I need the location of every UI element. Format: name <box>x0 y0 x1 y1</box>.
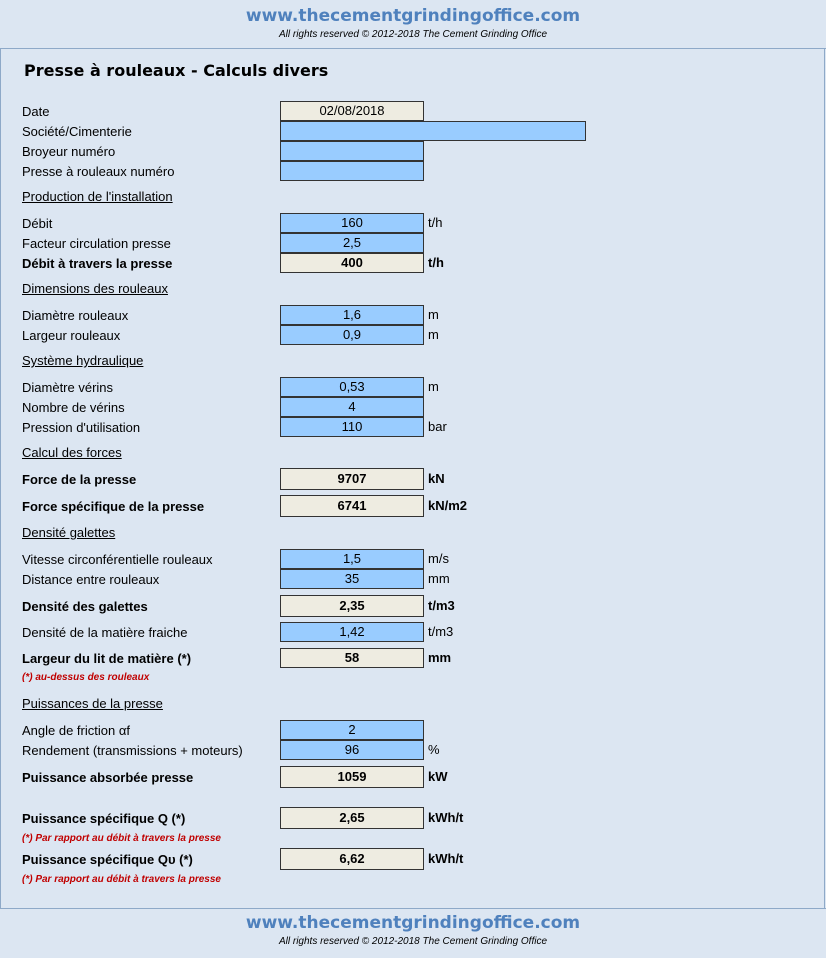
absorbed-power-cell[interactable]: 1059 <box>280 766 424 788</box>
site-link[interactable]: www.thecementgrindingoffice.com <box>245 6 581 26</box>
pressure-unit: bar <box>428 419 447 434</box>
cyl-num-label: Nombre de vérins <box>22 400 125 415</box>
through-unit: t/h <box>428 255 444 270</box>
through-cell[interactable]: 400 <box>280 253 424 273</box>
circ-label: Facteur circulation presse <box>22 236 171 251</box>
flow-input[interactable]: 160 <box>280 213 424 233</box>
spec-force-unit: kN/m2 <box>428 498 468 513</box>
right-border <box>824 48 825 908</box>
cyl-num-input[interactable]: 4 <box>280 397 424 417</box>
section-hydraulic: Système hydraulique <box>22 353 144 368</box>
copyright: All rights reserved © 2012-2018 The Cement Grinding Office <box>278 29 548 40</box>
specific-power-qu-unit: kWh/t <box>428 851 464 866</box>
bottom-divider <box>0 908 826 909</box>
section-forces: Calcul des forces <box>22 445 122 460</box>
efficiency-label: Rendement (transmissions + moteurs) <box>22 743 243 758</box>
specific-power-q-label: Puissance spécifique Q (*) <box>22 811 186 826</box>
fresh-density-label: Densité de la matière fraiche <box>22 625 188 640</box>
section-power: Puissances de la presse <box>22 696 163 711</box>
efficiency-input[interactable]: 96 <box>280 740 424 760</box>
page-title: Presse à rouleaux - Calculs divers <box>24 61 329 80</box>
spec-force-cell[interactable]: 6741 <box>280 495 424 517</box>
section-production: Production de l'installation <box>22 189 173 204</box>
speed-input[interactable]: 1,5 <box>280 549 424 569</box>
section-rollers: Dimensions des rouleaux <box>22 281 168 296</box>
friction-input[interactable]: 2 <box>280 720 424 740</box>
gap-unit: mm <box>428 571 450 586</box>
specific-power-qu-cell[interactable]: 6,62 <box>280 848 424 870</box>
bed-width-unit: mm <box>428 650 452 665</box>
press-label: Presse à rouleaux numéro <box>22 164 175 179</box>
absorbed-power-unit: kW <box>428 769 448 784</box>
efficiency-unit: % <box>428 742 440 757</box>
specific-power-qu-note: (*) Par rapport au débit à travers la presse <box>22 874 221 885</box>
company-input[interactable] <box>280 121 586 141</box>
bed-width-cell[interactable]: 58 <box>280 648 424 668</box>
circ-input[interactable]: 2,5 <box>280 233 424 253</box>
top-header <box>0 6 826 40</box>
copyright-bottom: All rights reserved © 2012-2018 The Cement Grinding Office <box>278 936 548 947</box>
fresh-density-input[interactable]: 1,42 <box>280 622 424 642</box>
press-input[interactable] <box>280 161 424 181</box>
specific-power-q-note: (*) Par rapport au débit à travers la presse <box>22 833 221 844</box>
mill-input[interactable] <box>280 141 424 161</box>
speed-unit: m/s <box>428 551 449 566</box>
flow-label: Débit <box>22 216 53 231</box>
fresh-density-unit: t/m3 <box>428 624 454 639</box>
bed-width-label: Largeur du lit de matière (*) <box>22 651 192 666</box>
roller-width-input[interactable]: 0,9 <box>280 325 424 345</box>
roller-diam-unit: m <box>428 307 439 322</box>
specific-power-q-cell[interactable]: 2,65 <box>280 807 424 829</box>
through-label: Débit à travers la presse <box>22 256 173 271</box>
bed-width-note: (*) au-dessus des rouleaux <box>22 672 150 683</box>
site-link-bottom[interactable]: www.thecementgrindingoffice.com <box>245 913 581 933</box>
gap-label: Distance entre rouleaux <box>22 572 160 587</box>
cyl-diam-label: Diamètre vérins <box>22 380 114 395</box>
cyl-diam-input[interactable]: 0,53 <box>280 377 424 397</box>
cake-density-label: Densité des galettes <box>22 599 148 614</box>
roller-width-label: Largeur rouleaux <box>22 328 121 343</box>
specific-power-q-unit: kWh/t <box>428 810 464 825</box>
company-label: Société/Cimenterie <box>22 124 132 139</box>
roller-diam-input[interactable]: 1,6 <box>280 305 424 325</box>
speed-label: Vitesse circonférentielle rouleaux <box>22 552 213 567</box>
roller-width-unit: m <box>428 327 439 342</box>
left-border <box>0 48 1 908</box>
specific-power-qu-label: Puissance spécifique Qᴜ (*) <box>22 852 193 867</box>
force-unit: kN <box>428 471 445 486</box>
spec-force-label: Force spécifique de la presse <box>22 499 205 514</box>
mill-label: Broyeur numéro <box>22 144 116 159</box>
flow-unit: t/h <box>428 215 443 230</box>
cyl-diam-unit: m <box>428 379 439 394</box>
roller-diam-label: Diamètre rouleaux <box>22 308 129 323</box>
date-label: Date <box>22 104 50 119</box>
force-cell[interactable]: 9707 <box>280 468 424 490</box>
top-divider <box>0 48 826 49</box>
cake-density-cell[interactable]: 2,35 <box>280 595 424 617</box>
absorbed-power-label: Puissance absorbée presse <box>22 770 194 785</box>
cake-density-unit: t/m3 <box>428 598 455 613</box>
friction-label: Angle de friction αf <box>22 723 130 738</box>
bottom-header <box>0 913 826 947</box>
pressure-label: Pression d'utilisation <box>22 420 141 435</box>
date-cell[interactable]: 02/08/2018 <box>280 101 424 121</box>
force-label: Force de la presse <box>22 472 137 487</box>
pressure-input[interactable]: 110 <box>280 417 424 437</box>
section-density: Densité galettes <box>22 525 116 540</box>
gap-input[interactable]: 35 <box>280 569 424 589</box>
